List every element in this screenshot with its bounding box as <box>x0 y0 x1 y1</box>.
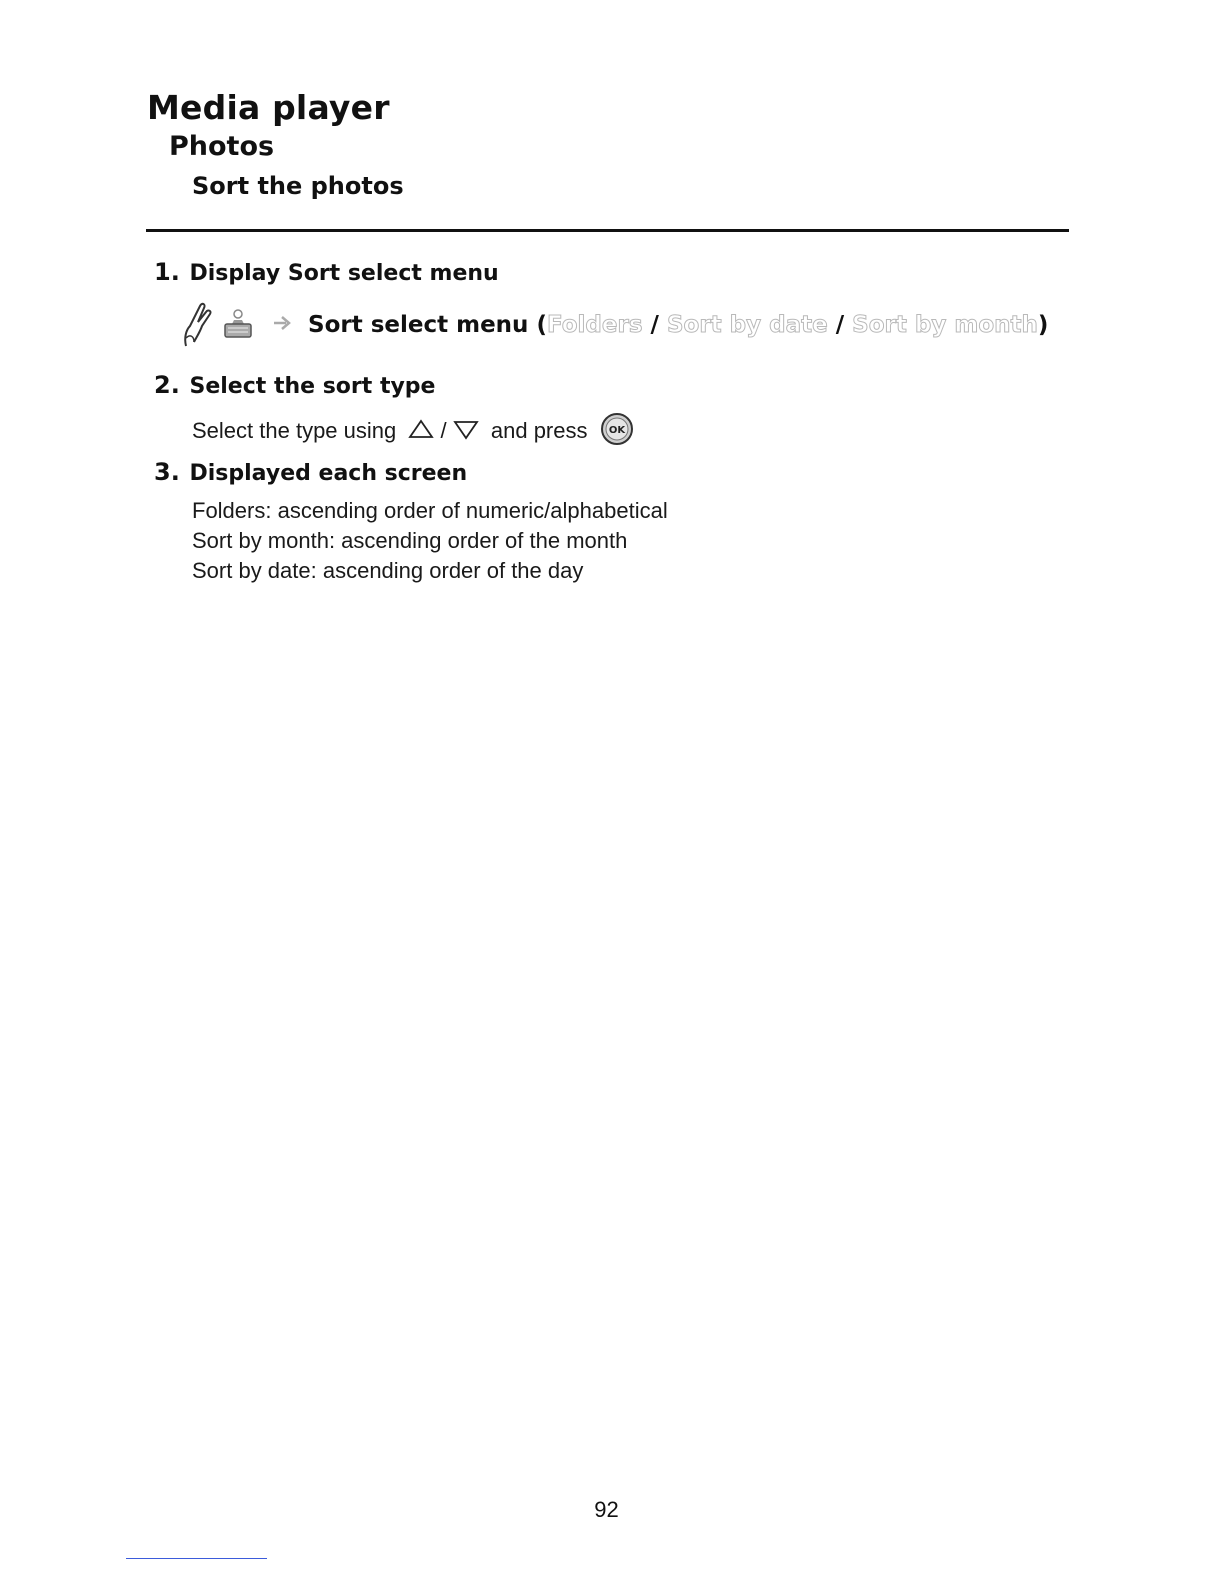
ok-button-icon <box>600 412 634 452</box>
step-2-heading <box>154 371 435 399</box>
page-title: Media player <box>147 88 390 127</box>
close-paren: ) <box>1037 312 1049 338</box>
separator: / <box>835 312 845 338</box>
pointing-finger-icon <box>180 298 214 353</box>
instruction-text: and press <box>490 417 588 443</box>
footer-link-line <box>126 1558 267 1559</box>
menu-path <box>180 300 1048 350</box>
ok-label: OK <box>608 425 625 436</box>
step-title: Display Sort select menu <box>189 261 499 286</box>
option-sort-by-date: Sort by date <box>666 312 828 338</box>
instruction-text: Select the type using <box>192 417 397 443</box>
step-title: Select the sort type <box>189 374 436 399</box>
triangle-down-icon <box>453 418 479 446</box>
option-folders: Folders <box>546 312 643 338</box>
separator: / <box>650 312 659 338</box>
arrow-right-icon <box>272 314 294 337</box>
description-line: Folders: ascending order of numeric/alphabetical <box>192 498 668 523</box>
media-button-icon <box>222 306 254 345</box>
description-line: Sort by month: ascending order of the month <box>192 528 628 553</box>
menu-path-text <box>308 312 1048 338</box>
step-number: 1. <box>154 258 180 286</box>
page-number: 92 <box>594 1497 619 1522</box>
open-paren: ( <box>536 312 547 338</box>
step-title: Displayed each screen <box>189 461 468 486</box>
step-number: 2. <box>154 371 180 399</box>
step-number: 3. <box>154 458 180 486</box>
triangle-up-icon <box>408 418 434 446</box>
header-divider <box>146 229 1069 232</box>
subsection-title: Sort the photos <box>192 172 404 200</box>
step-3-heading <box>154 458 467 486</box>
step-2-instruction <box>192 412 634 452</box>
section-title: Photos <box>169 131 275 162</box>
description-line: Sort by date: ascending order of the day <box>192 558 584 583</box>
option-sort-by-month: Sort by month <box>852 312 1038 338</box>
menu-label: Sort select menu <box>308 312 529 338</box>
slash: / <box>440 417 447 443</box>
step-1-heading <box>154 258 499 286</box>
